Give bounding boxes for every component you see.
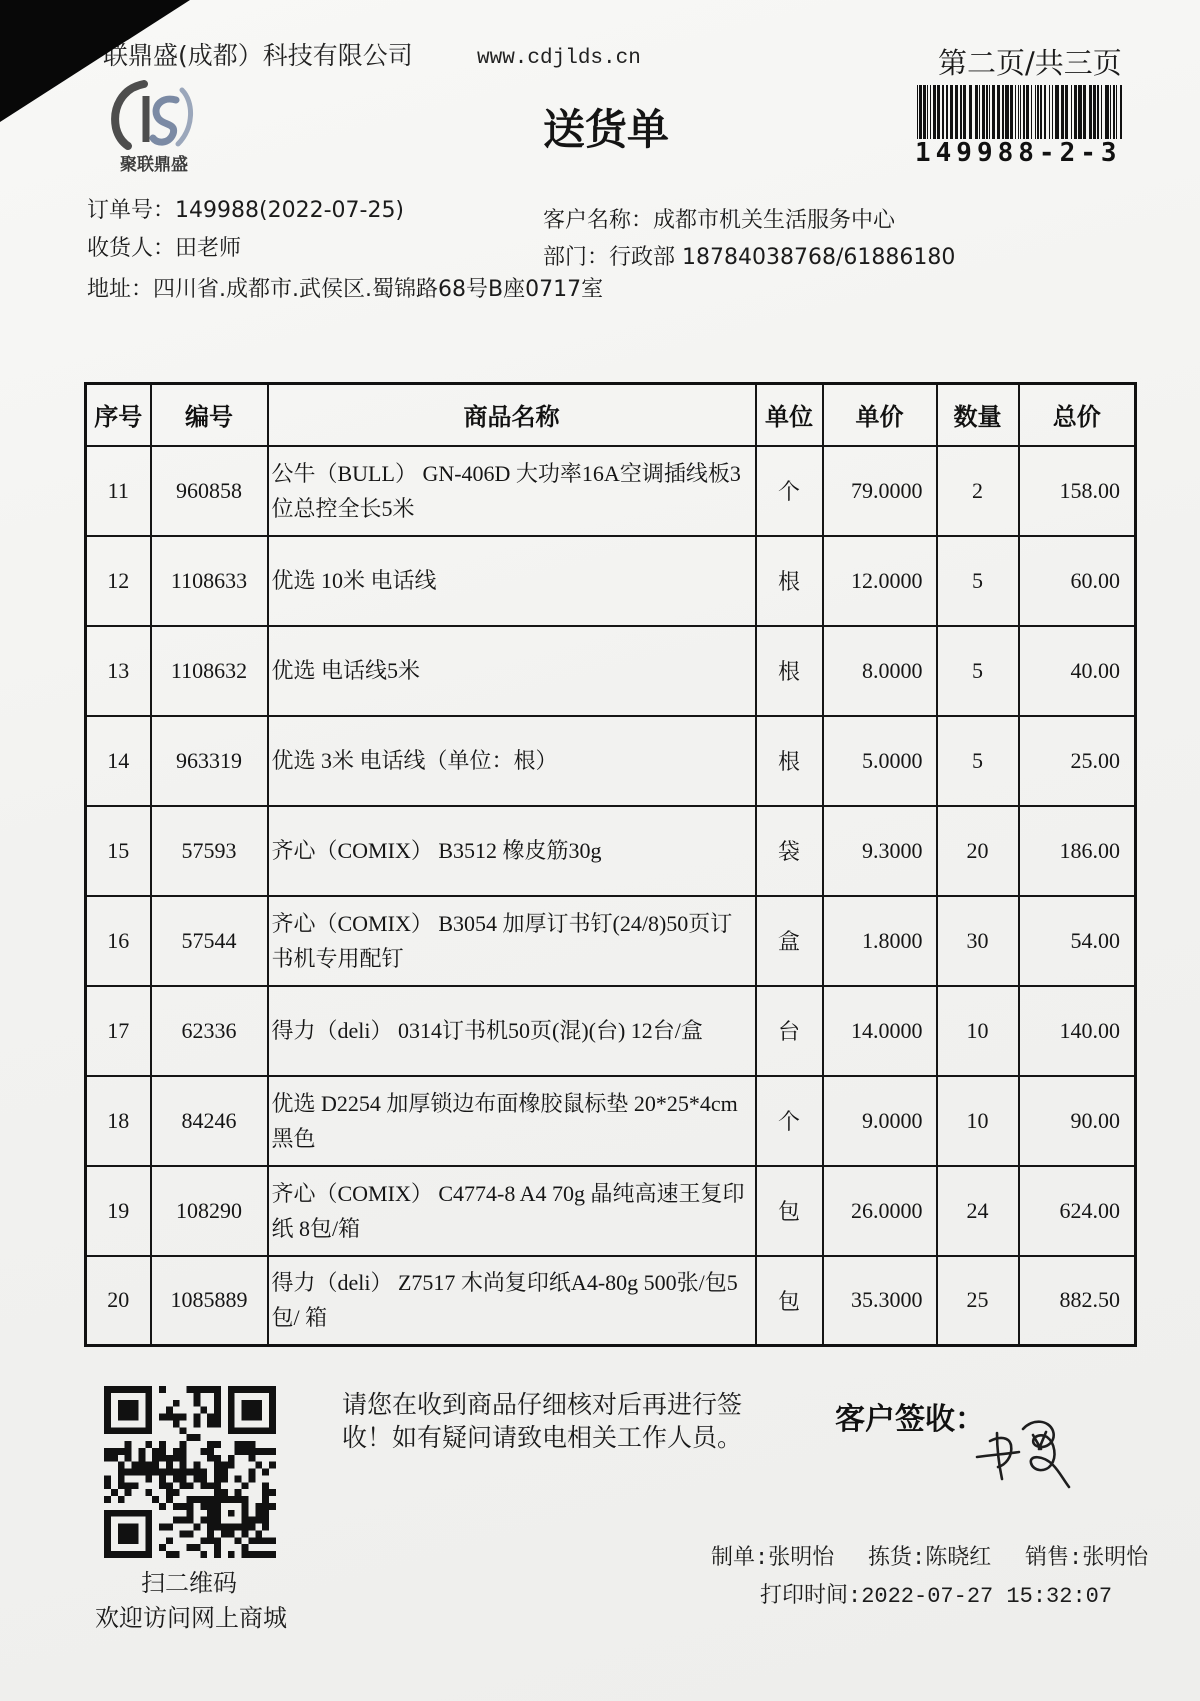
barcode — [915, 85, 1127, 139]
cell-code: 1108632 — [151, 626, 268, 716]
table-row — [86, 1256, 1136, 1346]
table-row — [86, 536, 1136, 626]
print-time-label: 打印时间: — [760, 1584, 862, 1609]
cell-quantity: 5 — [937, 626, 1019, 716]
cell-seq: 12 — [86, 536, 151, 626]
cell-code: 963319 — [151, 716, 268, 806]
cell-code: 84246 — [151, 1076, 268, 1166]
cell-total: 186.00 — [1019, 806, 1136, 896]
cell-product-name: 齐心（COMIX） B3054 加厚订书钉(24/8)50页订书机专用配钉 — [268, 896, 756, 986]
cell-total: 882.50 — [1019, 1256, 1136, 1346]
cell-unit-price: 35.3000 — [823, 1256, 937, 1346]
print-time-line — [760, 1578, 1112, 1609]
cell-seq: 14 — [86, 716, 151, 806]
cell-unit: 盒 — [756, 896, 823, 986]
cell-unit: 个 — [756, 1076, 823, 1166]
cell-code: 57544 — [151, 896, 268, 986]
table-row — [86, 986, 1136, 1076]
cell-unit: 根 — [756, 716, 823, 806]
cell-quantity: 10 — [937, 986, 1019, 1076]
cell-code: 57593 — [151, 806, 268, 896]
header-unit: 单位 — [756, 384, 823, 446]
department-line — [543, 240, 955, 271]
print-time-value: 2022-07-27 15:32:07 — [861, 1584, 1113, 1609]
header-quantity: 数量 — [937, 384, 1019, 446]
cell-code: 960858 — [151, 446, 268, 536]
cell-total: 624.00 — [1019, 1166, 1136, 1256]
customer-name: 成都市机关生活服务中心 — [653, 208, 896, 233]
maker-label: 制单: — [711, 1546, 769, 1571]
cell-unit-price: 12.0000 — [823, 536, 937, 626]
sales-group — [1025, 1540, 1182, 1571]
document-title: 送货单 — [543, 105, 670, 154]
receiver-name: 田老师 — [175, 236, 242, 261]
cell-unit: 袋 — [756, 806, 823, 896]
customer-sign-label: 客户签收： — [835, 1402, 985, 1437]
cell-product-name: 优选 电话线5米 — [268, 626, 756, 716]
cell-seq: 11 — [86, 446, 151, 536]
address-value: 四川省.成都市.武侯区.蜀锦路68号B座0717室 — [153, 277, 604, 302]
cell-unit-price: 9.3000 — [823, 806, 937, 896]
table-body — [86, 446, 1136, 1346]
table-row — [86, 626, 1136, 716]
address-label: 地址： — [87, 277, 154, 302]
cell-code: 1108633 — [151, 536, 268, 626]
cell-product-name: 优选 3米 电话线（单位：根） — [268, 716, 756, 806]
cell-total: 25.00 — [1019, 716, 1136, 806]
cell-unit: 根 — [756, 626, 823, 716]
cell-product-name: 得力（deli） Z7517 木尚复印纸A4-80g 500张/包5包/ 箱 — [268, 1256, 756, 1346]
sales-label: 销售: — [1025, 1546, 1083, 1571]
picker-name: 陈晓红 — [925, 1546, 992, 1571]
cell-product-name: 齐心（COMIX） B3512 橡皮筋30g — [268, 806, 756, 896]
logo-text: 聚联鼎盛 — [120, 155, 188, 175]
company-name: 联鼎盛(成都）科技有限公司 — [103, 41, 413, 70]
cell-unit: 包 — [756, 1256, 823, 1346]
maker-name: 张明怡 — [768, 1546, 835, 1571]
cell-unit-price: 1.8000 — [823, 896, 937, 986]
cell-unit-price: 5.0000 — [823, 716, 937, 806]
page-indicator: 第二页/共三页 — [938, 46, 1122, 80]
cell-quantity: 20 — [937, 806, 1019, 896]
cell-total: 54.00 — [1019, 896, 1136, 986]
cell-quantity: 24 — [937, 1166, 1019, 1256]
header-total: 总价 — [1019, 384, 1136, 446]
cell-code: 1085889 — [151, 1256, 268, 1346]
staff-line — [711, 1540, 1182, 1571]
items-table — [84, 382, 1137, 1347]
signature-stroke — [997, 1433, 1002, 1479]
notice-text: 请您在收到商品仔细核对后再进行签收！如有疑问请致电相关工作人员。 — [342, 1390, 743, 1452]
cell-unit: 个 — [756, 446, 823, 536]
cell-quantity: 25 — [937, 1256, 1019, 1346]
cell-unit-price: 8.0000 — [823, 626, 937, 716]
cell-product-name: 优选 D2254 加厚锁边布面橡胶鼠标垫 20*25*4cm黑色 — [268, 1076, 756, 1166]
cell-product-name: 优选 10米 电话线 — [268, 536, 756, 626]
receiver-line — [87, 231, 241, 262]
cell-quantity: 10 — [937, 1076, 1019, 1166]
picker-label: 拣货: — [868, 1546, 926, 1571]
cell-quantity: 2 — [937, 446, 1019, 536]
customer-label: 客户名称： — [543, 208, 654, 233]
customer-line — [543, 203, 895, 234]
cell-unit: 台 — [756, 986, 823, 1076]
cell-total: 90.00 — [1019, 1076, 1136, 1166]
cell-total: 158.00 — [1019, 446, 1136, 536]
picker-group — [868, 1540, 1025, 1571]
cell-seq: 19 — [86, 1166, 151, 1256]
cell-quantity: 30 — [937, 896, 1019, 986]
order-number-label: 订单号： — [87, 198, 176, 223]
order-number: 149988(2022-07-25) — [175, 198, 405, 223]
cell-code: 108290 — [151, 1166, 268, 1256]
address-line — [87, 272, 603, 303]
cell-total: 40.00 — [1019, 626, 1136, 716]
qr-welcome-text: 欢迎访问网上商城 — [95, 1604, 287, 1632]
cell-unit-price: 26.0000 — [823, 1166, 937, 1256]
cell-quantity: 5 — [937, 536, 1019, 626]
cell-product-name: 得力（deli） 0314订书机50页(混)(台) 12台/盒 — [268, 986, 756, 1076]
cell-code: 62336 — [151, 986, 268, 1076]
qr-code — [104, 1386, 276, 1558]
header-code: 编号 — [151, 384, 268, 446]
table-row — [86, 806, 1136, 896]
cell-seq: 18 — [86, 1076, 151, 1166]
maker-group — [711, 1540, 868, 1571]
customer-signature — [975, 1405, 1080, 1495]
table-header-row — [86, 384, 1136, 446]
cell-quantity: 5 — [937, 716, 1019, 806]
barcode-number: 149988-2-3 — [915, 138, 1122, 168]
sales-name: 张明怡 — [1082, 1546, 1149, 1571]
receiver-label: 收货人： — [87, 236, 176, 261]
cell-seq: 15 — [86, 806, 151, 896]
table-row — [86, 716, 1136, 806]
order-number-line — [87, 193, 404, 224]
cell-product-name: 公牛（BULL） GN-406D 大功率16A空调插线板3位总控全长5米 — [268, 446, 756, 536]
cell-unit-price: 14.0000 — [823, 986, 937, 1076]
header-product-name: 商品名称 — [268, 384, 756, 446]
cell-unit: 根 — [756, 536, 823, 626]
table-row — [86, 896, 1136, 986]
cell-total: 60.00 — [1019, 536, 1136, 626]
qr-caption: 扫二维码 — [141, 1569, 237, 1597]
header-seq: 序号 — [86, 384, 151, 446]
table-row — [86, 1076, 1136, 1166]
qr-modules — [104, 1386, 276, 1558]
barcode-bars — [917, 85, 1122, 139]
cell-seq: 17 — [86, 986, 151, 1076]
cell-unit: 包 — [756, 1166, 823, 1256]
website-url: www.cdjlds.cn — [477, 47, 641, 70]
cell-product-name: 齐心（COMIX） C4774-8 A4 70g 晶纯高速王复印纸 8包/箱 — [268, 1166, 756, 1256]
department-value: 行政部 18784038768/61886180 — [609, 245, 956, 270]
corner-shadow-shape — [0, 0, 190, 122]
photo-corner-shadow — [0, 0, 200, 130]
cell-seq: 16 — [86, 896, 151, 986]
cell-seq: 20 — [86, 1256, 151, 1346]
header-unit-price: 单价 — [823, 384, 937, 446]
cell-unit-price: 79.0000 — [823, 446, 937, 536]
table-row — [86, 446, 1136, 536]
department-label: 部门： — [543, 245, 610, 270]
cell-total: 140.00 — [1019, 986, 1136, 1076]
cell-seq: 13 — [86, 626, 151, 716]
cell-unit-price: 9.0000 — [823, 1076, 937, 1166]
table-row — [86, 1166, 1136, 1256]
